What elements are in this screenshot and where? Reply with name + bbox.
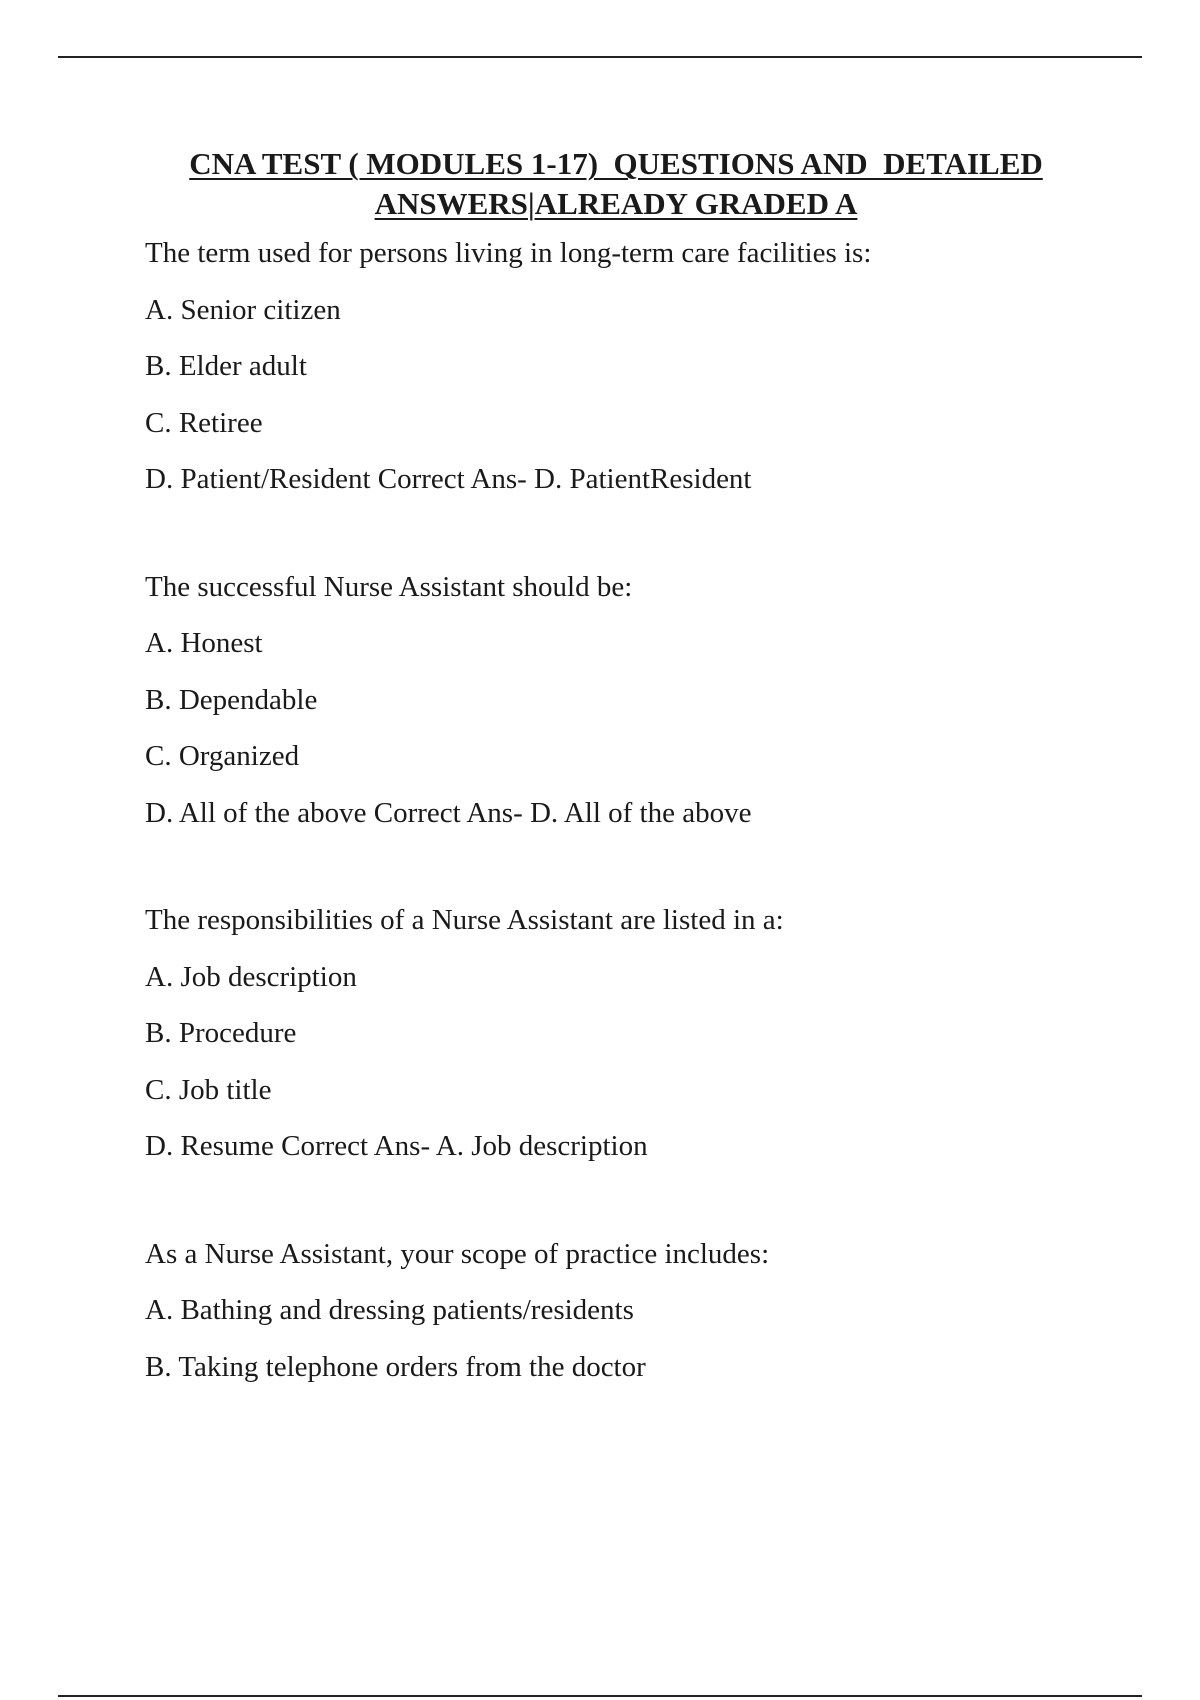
question-4 [145, 1239, 1145, 1409]
bottom-divider [58, 1695, 1142, 1697]
document-title [146, 144, 1086, 224]
title-line-2: ANSWERS|ALREADY GRADED A [374, 186, 858, 221]
answer-option: B. Elder adult [145, 350, 307, 382]
answer-option: D. Resume Correct Ans- A. Job description [145, 1130, 648, 1162]
answer-option: D. Patient/Resident Correct Ans- D. PatientResident [145, 463, 752, 495]
answer-option: D. All of the above Correct Ans- D. All of the above [145, 796, 752, 829]
answer-option: A. Senior citizen [145, 293, 341, 326]
question-list [145, 238, 1145, 1459]
question-prompt: The responsibilities of a Nurse Assistant are listed in a: [145, 904, 784, 936]
answer-option: A. Job description [145, 960, 357, 993]
question-prompt: The successful Nurse Assistant should be: [145, 570, 633, 603]
answer-option: B. Dependable [145, 683, 318, 716]
answer-option: A. Bathing and dressing patients/residents [145, 1294, 634, 1326]
question-1 [145, 238, 1145, 521]
answer-option: C. Job title [145, 1073, 272, 1106]
question-prompt: The term used for persons living in long-term care facilities is: [145, 237, 872, 269]
question-3 [145, 905, 1145, 1188]
top-divider [58, 56, 1142, 58]
answer-option: C. Organized [145, 740, 300, 772]
answer-option: B. Taking telephone orders from the doctor [145, 1350, 646, 1383]
title-line-1: CNA TEST ( MODULES 1-17) QUESTIONS AND DETAILED [189, 146, 1043, 181]
question-prompt: As a Nurse Assistant, your scope of practice includes: [145, 1237, 770, 1270]
answer-option: B. Procedure [145, 1017, 297, 1049]
question-2 [145, 572, 1145, 855]
answer-option: A. Honest [145, 627, 263, 659]
answer-option: C. Retiree [145, 406, 263, 439]
